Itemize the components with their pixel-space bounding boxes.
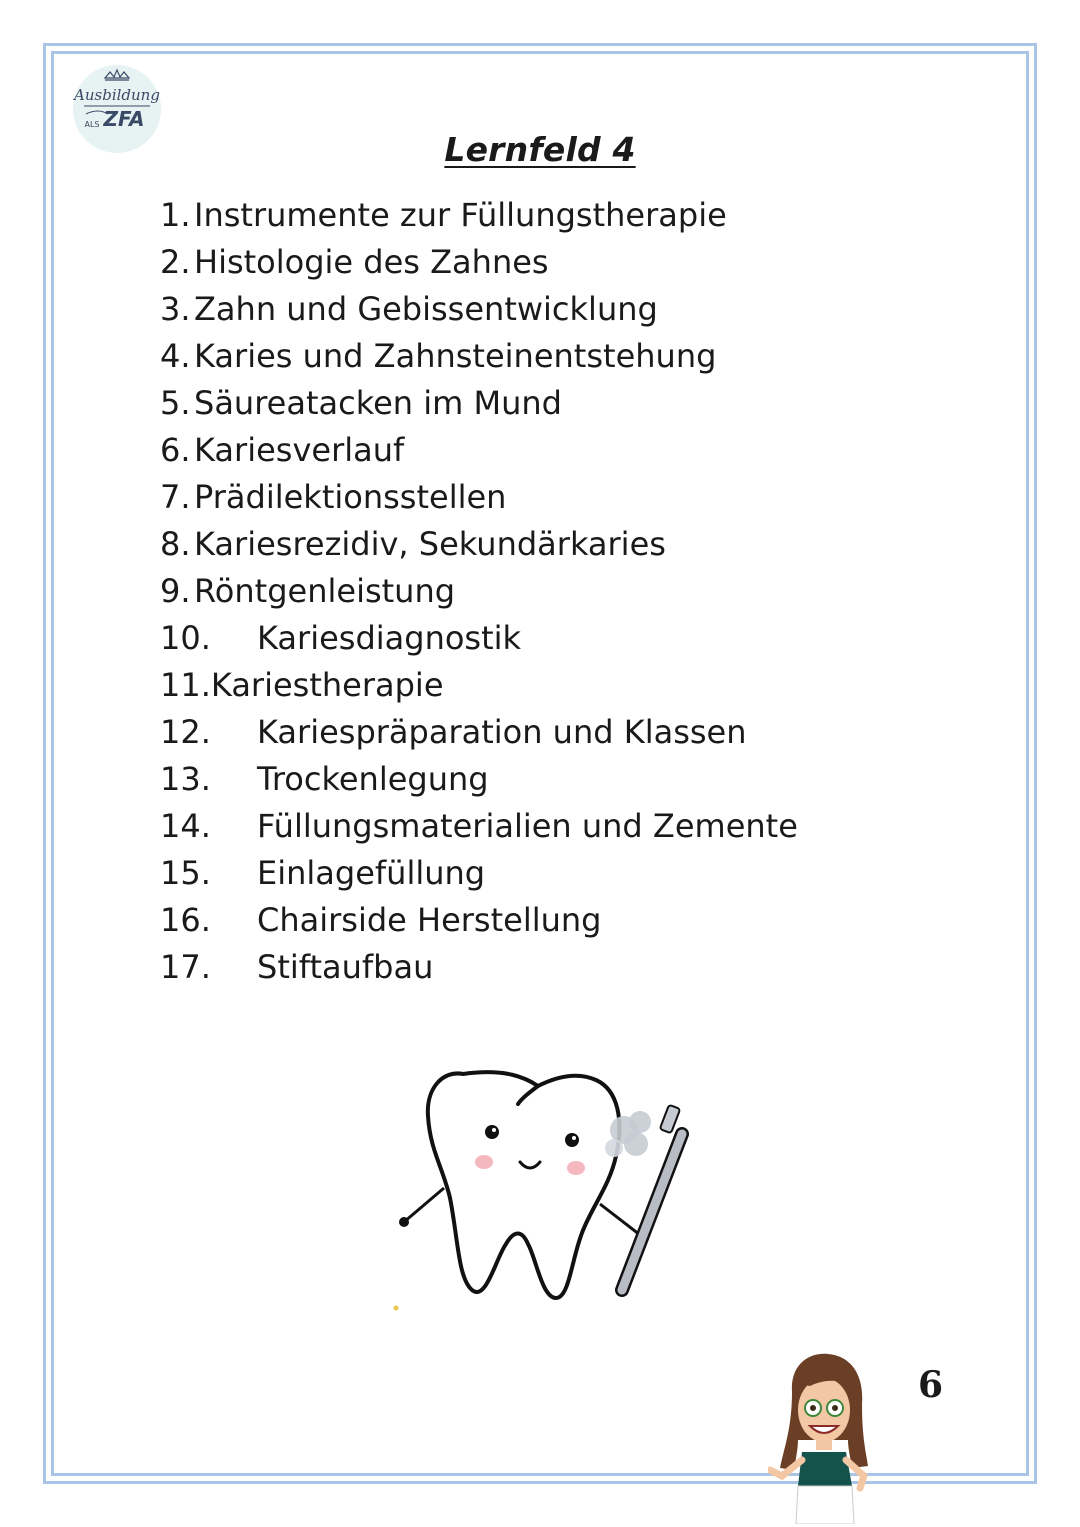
list-item (160, 662, 960, 709)
list-item-number: 12. (160, 713, 211, 751)
list-item (160, 756, 960, 803)
list-item (160, 192, 960, 239)
list-item-number: 9. (160, 572, 191, 610)
topic-list (160, 192, 960, 991)
list-item (160, 521, 960, 568)
list-item-label: Röntgenleistung (194, 572, 456, 610)
logo-text-ausbildung: Ausbildung (74, 86, 160, 104)
list-item (160, 709, 960, 756)
tooth-mascot-icon (388, 1058, 698, 1320)
list-item-number: 14. (160, 807, 211, 845)
list-item-label: Säureatacken im Mund (194, 384, 562, 422)
list-item-label: Prädilektionsstellen (194, 478, 507, 516)
list-item (160, 568, 960, 615)
list-item-label: Kariesdiagnostik (257, 619, 522, 657)
list-item-number: 3. (160, 290, 191, 328)
list-item-number: 8. (160, 525, 191, 563)
list-item-number: 5. (160, 384, 191, 422)
list-item-label: Füllungsmaterialien und Zemente (257, 807, 798, 845)
list-item (160, 333, 960, 380)
list-item-number: 15. (160, 854, 211, 892)
list-item-number: 2. (160, 243, 191, 281)
list-item-number: 17. (160, 948, 211, 986)
list-item-label: Kariesverlauf (194, 431, 405, 469)
list-item (160, 286, 960, 333)
list-item-label: Kariestherapie (210, 666, 444, 704)
list-item (160, 897, 960, 944)
list-item-number: 13. (160, 760, 211, 798)
list-item-label: Stiftaufbau (257, 948, 434, 986)
list-item-label: Zahn und Gebissentwicklung (194, 290, 658, 328)
list-item (160, 427, 960, 474)
list-item-label: Instrumente zur Füllungstherapie (194, 196, 727, 234)
list-item (160, 850, 960, 897)
list-item-number: 4. (160, 337, 191, 375)
list-item-number: 16. (160, 901, 211, 939)
list-item-label: Einlagefüllung (257, 854, 486, 892)
list-item (160, 239, 960, 286)
list-item-label: Trockenlegung (257, 760, 489, 798)
list-item-label: Karies und Zahnsteinentstehung (194, 337, 717, 375)
list-item (160, 380, 960, 427)
page-number: 6 (918, 1364, 944, 1406)
logo-text-zfa: ZFA (103, 107, 145, 131)
list-item-number: 7. (160, 478, 191, 516)
list-item (160, 615, 960, 662)
list-item-label: Kariespräparation und Klassen (257, 713, 747, 751)
list-item-number: 11. (160, 666, 211, 704)
page-title: Lernfeld 4 (444, 130, 636, 169)
list-item-label: Chairside Herstellung (257, 901, 602, 939)
list-item (160, 474, 960, 521)
list-item-label: Kariesrezidiv, Sekundärkaries (194, 525, 666, 563)
list-item-number: 6. (160, 431, 191, 469)
list-item (160, 803, 960, 850)
logo-text-als: ALS (84, 120, 100, 129)
list-item-number: 1. (160, 196, 191, 234)
list-item (160, 944, 960, 991)
list-item-number: 10. (160, 619, 211, 657)
avatar-icon (768, 1348, 878, 1524)
list-item-label: Histologie des Zahnes (194, 243, 549, 281)
